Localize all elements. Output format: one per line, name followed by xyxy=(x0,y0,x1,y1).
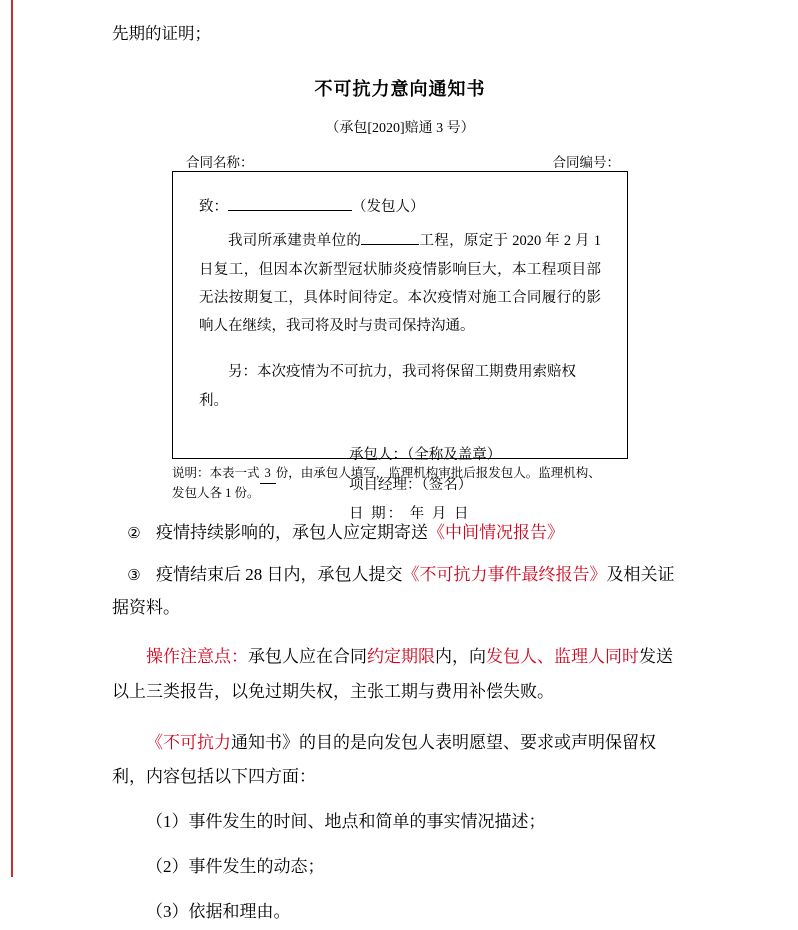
top-line: 先期的证明； xyxy=(112,24,211,43)
item-3-text-after: 及相关证据资料。 xyxy=(112,564,675,617)
numbered-items xyxy=(112,516,688,624)
contract-number-label: 合同编号： xyxy=(552,154,620,170)
item-marker-3: ③ xyxy=(127,567,141,584)
form-paragraph-1 xyxy=(199,227,601,340)
list-item xyxy=(112,558,688,624)
item-2-highlight: 《中间情况报告》 xyxy=(428,523,564,543)
signature-contractor: 承包人：（全称及盖章） xyxy=(349,446,502,463)
addressee-blank xyxy=(228,210,352,211)
sub-item-2: （2）事件发生的动态； xyxy=(146,857,325,877)
operation-note-red-1: 约定期限 xyxy=(367,646,435,666)
contract-name-label: 合同名称： xyxy=(186,154,254,170)
item-3-highlight: 《不可抗力事件最终报告》 xyxy=(402,564,607,584)
purpose-text: 通知书》的目的是向发包人表明愿望、要求或声明保留权利，内容包括以下四方面： xyxy=(112,732,656,787)
page-subtitle: （承包[2020]赔通 3 号） xyxy=(325,120,475,136)
item-3-text: 疫情结束后 28 日内，承包人提交 xyxy=(156,564,403,584)
signature-project-manager: 项目经理：（签名） xyxy=(349,476,473,493)
operation-note-text-2: 内，向 xyxy=(435,646,486,666)
document-content xyxy=(112,0,688,930)
page-left-margin-rule xyxy=(11,0,13,877)
operation-note-text-1: 承包人应在合同 xyxy=(248,646,367,666)
purpose-paragraph xyxy=(112,726,688,796)
operation-note-label: 操作注意点： xyxy=(146,646,248,666)
project-name-blank xyxy=(361,244,419,245)
form-note-copies: 3 xyxy=(260,464,276,484)
sub-item-1: （1）事件发生的时间、地点和简单的事实情况描述； xyxy=(146,812,546,832)
form-note-part-b: 份，由承包人填写，监理机构审批后报发包人。监理机构、 xyxy=(275,465,601,480)
purpose-red-text: 《不可抗力 xyxy=(146,732,231,752)
paragraph-1-part-b: 工程，原定于 2020 年 2 月 1 日复工，但因本次新型冠状肺炎疫情影响巨大，本工程项目部无法按期复工，具体时间待定。本次疫情对施工合同履行的影响人在继续，我司将及时与贵司保持沟通。 xyxy=(199,233,602,335)
operation-note-paragraph xyxy=(112,640,688,710)
operation-note-red-2: 发包人、监理人同时 xyxy=(486,646,639,666)
paragraph-1-part-a: 我司所承建贵单位的 xyxy=(228,233,362,250)
form-note-part-c: 发包人各 1 份。 xyxy=(172,485,260,500)
item-marker-2: ② xyxy=(127,526,141,543)
addressee-suffix: （发包人） xyxy=(352,198,425,215)
item-2-text: 疫情持续影响的，承包人应定期寄送 xyxy=(156,523,428,543)
form-header xyxy=(172,151,628,169)
operation-note-text-3: 发送以上三类报告，以免过期失权，主张工期与费用补偿失败。 xyxy=(112,646,673,701)
addressee-label: 致： xyxy=(199,198,228,215)
page-title: 不可抗力意向通知书 xyxy=(314,78,486,99)
form-note-part-a: 说明：本表一式 xyxy=(172,465,260,480)
addressee-line xyxy=(199,194,601,222)
sub-item-3: （3）依据和理由。 xyxy=(146,901,291,921)
list-item xyxy=(112,516,688,549)
form-paragraph-2: 另：本次疫情为不可抗力，我司将保留工期费用索赔权利。 xyxy=(199,364,576,409)
signature-date: 日 期： 年 月 日 xyxy=(349,506,471,523)
